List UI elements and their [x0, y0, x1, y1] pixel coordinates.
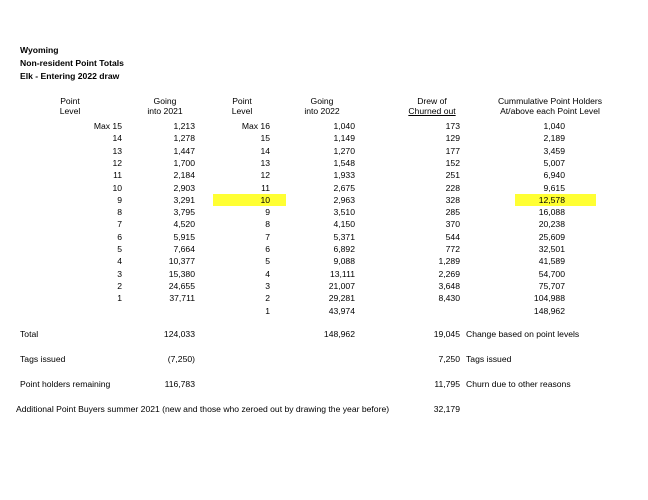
cumulative-cell: 5,007 — [543, 157, 565, 168]
drew-cell: 370 — [445, 219, 460, 230]
going-2021-cell: 1,213 — [173, 121, 195, 131]
header-point-level-2021-line2: Level — [59, 106, 81, 116]
drew-cell: 8,430 — [438, 293, 460, 304]
header-point-level-2022-line2: Level — [231, 106, 253, 116]
point-level-2022-cell: 1 — [265, 305, 270, 316]
point-level-2022-cell: 15 — [260, 133, 270, 144]
cumulative-cell: 54,700 — [538, 268, 565, 279]
going-2022-cell: 5,371 — [333, 231, 355, 242]
header-drew-line2: Churned out — [408, 106, 456, 116]
going-2021-cell: 5,915 — [173, 231, 195, 242]
header-going-2021-line2: into 2021 — [147, 106, 183, 116]
drew-cell: 129 — [445, 133, 460, 144]
cumulative-cell: 6,940 — [543, 170, 565, 181]
point-level-2022-cell: 12 — [260, 170, 270, 181]
point-level-2022-cell: 11 — [261, 182, 270, 193]
title-subtitle: Non-resident Point Totals — [20, 58, 124, 68]
point-level-2021-cell: 14 — [112, 133, 122, 144]
drew-cell: 328 — [445, 194, 460, 205]
point-level-2022-cell: 2 — [265, 293, 270, 304]
point-level-2021-cell: 6 — [117, 231, 122, 242]
going-2022-cell: 2,963 — [333, 194, 355, 205]
point-level-2021-cell: 12 — [112, 157, 122, 168]
point-level-2021-cell: 1 — [117, 293, 122, 304]
going-2021-cell: 1,278 — [173, 133, 195, 144]
going-2022-cell: 2,675 — [333, 182, 355, 193]
going-2021-cell: 3,291 — [173, 194, 195, 205]
point-level-2022-cell: 3 — [265, 280, 270, 291]
cumulative-cell: 75,707 — [538, 280, 565, 291]
header-going-2022-line1: Going — [310, 96, 334, 106]
header-cumulative-line1: Cummulative Point Holders — [497, 96, 603, 106]
going-2021-cell: 15,380 — [168, 268, 195, 279]
point-level-2022-cell: 8 — [265, 219, 270, 230]
going-2022-cell: 29,281 — [328, 293, 355, 304]
going-2021-cell: 2,903 — [173, 182, 195, 193]
remaining-2021-value: 116,783 — [164, 379, 195, 389]
cumulative-cell: 104,988 — [533, 293, 565, 304]
total-2021-value: 124,033 — [163, 329, 195, 339]
drew-cell: 251 — [445, 170, 460, 181]
going-2021-cell: 10,377 — [168, 256, 195, 267]
point-level-2022-cell: 13 — [260, 157, 270, 168]
going-2021-cell: 1,447 — [173, 145, 195, 156]
tags-label: Tags issued — [20, 354, 66, 364]
drew-cell: 177 — [445, 145, 460, 156]
going-2022-cell: 13,111 — [329, 268, 355, 279]
point-level-2022-cell: 5 — [265, 256, 270, 267]
going-2022-cell: 1,933 — [333, 170, 355, 181]
point-level-2022-cell: 10 — [260, 194, 270, 205]
point-level-2021-cell: 13 — [112, 145, 122, 156]
total-2022-value: 148,962 — [323, 329, 355, 339]
drew-cell: 544 — [445, 231, 460, 242]
cumulative-cell: 32,501 — [538, 244, 565, 254]
cumulative-cell: 41,589 — [538, 256, 565, 267]
point-level-2022-cell: 9 — [265, 207, 270, 218]
buyers-label: Additional Point Buyers summer 2021 (new and those who zeroed out by drawing the year before) — [16, 404, 390, 414]
point-level-2021-cell: 4 — [117, 256, 122, 267]
point-level-2021-cell: 3 — [117, 268, 122, 279]
going-2022-cell: 1,040 — [333, 121, 355, 131]
drew-cell: 228 — [445, 182, 460, 193]
remaining-drew-value: 11,795 — [434, 379, 460, 389]
point-level-2022-cell: 14 — [260, 145, 270, 156]
point-level-2021-cell: 11 — [113, 170, 122, 181]
header-drew-line1: Drew of — [417, 96, 447, 106]
point-level-2021-cell: 2 — [117, 280, 122, 291]
drew-cell: 173 — [445, 121, 460, 131]
going-2022-cell: 9,088 — [333, 256, 355, 267]
point-level-2021-cell: 5 — [117, 244, 122, 254]
remaining-note: Churn due to other reasons — [466, 379, 571, 389]
going-2021-cell: 37,711 — [169, 293, 195, 304]
header-point-level-2021-line1: Point — [60, 96, 80, 106]
title-state: Wyoming — [20, 45, 59, 55]
going-2022-cell: 43,974 — [328, 305, 355, 316]
going-2022-cell: 1,270 — [333, 145, 355, 156]
point-level-2021-cell: 8 — [117, 207, 122, 218]
going-2021-cell: 7,664 — [173, 244, 195, 254]
tags-2021-value: (7,250) — [167, 354, 195, 364]
going-2022-cell: 3,510 — [333, 207, 355, 218]
point-level-2021-cell: 7 — [117, 219, 122, 230]
cumulative-cell: 12,578 — [538, 194, 565, 205]
point-level-2021-cell: 9 — [117, 194, 122, 205]
going-2022-cell: 1,149 — [333, 133, 355, 144]
point-level-2022-cell: 6 — [265, 244, 270, 254]
point-level-2022-cell: 4 — [265, 268, 270, 279]
point-level-2021-cell: 10 — [112, 182, 122, 193]
going-2021-cell: 2,184 — [173, 170, 195, 181]
going-2022-cell: 6,892 — [333, 244, 355, 254]
point-level-2022-cell: Max 16 — [241, 121, 270, 131]
cumulative-cell: 148,962 — [533, 305, 565, 316]
cumulative-cell: 2,189 — [543, 133, 565, 144]
point-level-2022-cell: 7 — [265, 231, 270, 242]
cumulative-cell: 20,238 — [538, 219, 565, 230]
drew-cell: 772 — [445, 244, 460, 254]
header-going-2022-line2: into 2022 — [304, 106, 340, 116]
remaining-label: Point holders remaining — [20, 379, 111, 389]
buyers-value: 32,179 — [433, 404, 460, 414]
title-draw: Elk - Entering 2022 draw — [20, 71, 120, 81]
header-point-level-2022-line1: Point — [232, 96, 252, 106]
going-2022-cell: 21,007 — [328, 280, 355, 291]
drew-cell: 1,289 — [438, 256, 460, 267]
cumulative-cell: 1,040 — [543, 121, 565, 131]
cumulative-cell: 16,088 — [538, 207, 565, 218]
cumulative-cell: 3,459 — [543, 145, 565, 156]
total-label: Total — [20, 329, 39, 339]
going-2021-cell: 1,700 — [173, 157, 195, 168]
going-2022-cell: 1,548 — [333, 157, 355, 168]
header-cumulative-line2: At/above each Point Level — [500, 106, 600, 116]
going-2021-cell: 24,655 — [168, 280, 195, 291]
going-2021-cell: 3,795 — [173, 207, 195, 218]
total-note: Change based on point levels — [466, 329, 580, 339]
going-2022-cell: 4,150 — [333, 219, 355, 230]
point-level-2021-cell: Max 15 — [93, 121, 122, 131]
tags-note: Tags issued — [466, 354, 512, 364]
drew-cell: 152 — [445, 157, 460, 168]
total-drew-value: 19,045 — [433, 329, 460, 339]
cumulative-cell: 25,609 — [538, 231, 565, 242]
going-2021-cell: 4,520 — [173, 219, 195, 230]
header-going-2021-line1: Going — [153, 96, 177, 106]
drew-cell: 2,269 — [438, 268, 460, 279]
cumulative-cell: 9,615 — [543, 182, 565, 193]
tags-drew-value: 7,250 — [438, 354, 460, 364]
drew-cell: 3,648 — [438, 280, 460, 291]
drew-cell: 285 — [445, 207, 460, 218]
